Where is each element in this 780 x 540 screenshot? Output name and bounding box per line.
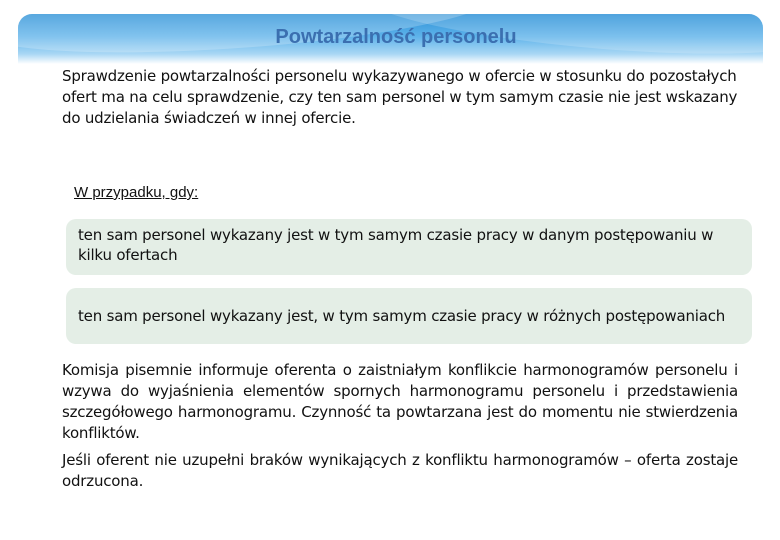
case-text-2: ten sam personel wykazany jest, w tym samym czasie pracy w różnych postępowaniach [78,307,726,325]
case-box-2 [66,288,752,344]
rejection-paragraph: Jeśli oferent nie uzupełni braków wynikających z konfliktu harmonogramów – oferta zostaje odrzucona. [62,451,738,490]
commission-paragraph: Komisja pisemnie informuje oferenta o zaistniałym konflikcie harmonogramów personelu i wzywa do wyjaśnienia elementów spornych harmonogramu personelu i przedstawienia szczegółowego harmonogramu. Czynność ta powtarzana jest do momentu nie stwierdzenia konfliktów. [62,361,738,442]
slide-title: Powtarzalność personelu [275,26,517,48]
intro-paragraph: Sprawdzenie powtarzalności personelu wykazywanego w ofercie w stosunku do pozostałych ofert ma na celu sprawdzenie, czy ten sam personel w tym samym czasie nie jest wskazany do udzielania świadczeń w innej ofercie. [62,67,738,127]
case-box-1 [66,219,752,275]
case-text-1: ten sam personel wykazany jest w tym samym czasie pracy w danym postępowaniu w kilku ofertach [78,226,714,264]
cases-heading: W przypadku, gdy: [74,184,199,201]
